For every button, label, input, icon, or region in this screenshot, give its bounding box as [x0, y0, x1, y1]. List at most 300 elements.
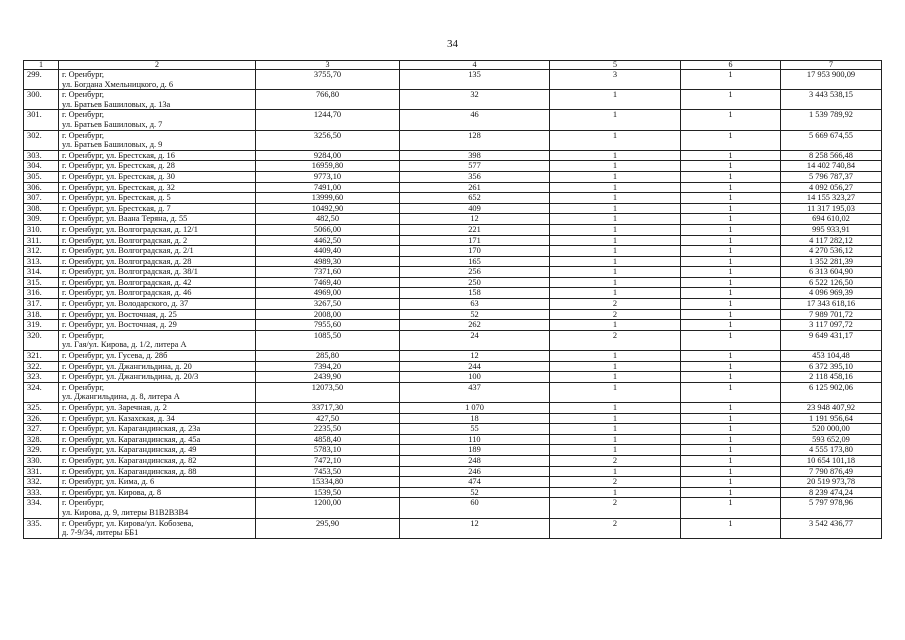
- address-cell: [59, 309, 256, 320]
- address-cell: [59, 330, 256, 350]
- col6-cell: 1: [681, 224, 781, 235]
- col5-cell: 1: [550, 90, 681, 110]
- cost-cell: 11 317 195,03: [781, 203, 882, 214]
- row-number-cell: 321.: [24, 351, 59, 362]
- row-number-cell: 327.: [24, 424, 59, 435]
- address-line-1: г. Оренбург, ул. Восточная, д. 25: [62, 309, 177, 319]
- col4-cell: 52: [400, 309, 550, 320]
- address-cell: [59, 424, 256, 435]
- table-row: [24, 150, 882, 161]
- cost-cell: 593 652,09: [781, 434, 882, 445]
- col5-cell: 1: [550, 277, 681, 288]
- col6-cell: 1: [681, 182, 781, 193]
- address-cell: [59, 518, 256, 538]
- area-cell: 16959,80: [256, 161, 400, 172]
- col5-cell: 1: [550, 413, 681, 424]
- address-line-1: г. Оренбург, ул. Брестская, д. 32: [62, 182, 175, 192]
- address-cell: [59, 277, 256, 288]
- address-line-1: г. Оренбург, ул. Кирова, д. 8: [62, 487, 162, 497]
- table-row: [24, 424, 882, 435]
- col6-cell: 1: [681, 518, 781, 538]
- table-row: [24, 330, 882, 350]
- table-row: [24, 498, 882, 518]
- col6-cell: 1: [681, 161, 781, 172]
- address-line-2: ул. Братьев Башиловых, д. 7: [62, 119, 163, 129]
- area-cell: 4409,40: [256, 246, 400, 257]
- col4-cell: 100: [400, 372, 550, 383]
- col-header-3: 3: [256, 61, 400, 70]
- area-cell: 5783,10: [256, 445, 400, 456]
- address-line-1: г. Оренбург,: [62, 70, 105, 79]
- table-row: [24, 246, 882, 257]
- col5-cell: 1: [550, 424, 681, 435]
- address-line-2: д. 7-9/34, литеры ББ1: [62, 528, 139, 538]
- row-number-cell: 314.: [24, 267, 59, 278]
- address-line-1: г. Оренбург, ул. Казахская, д. 34: [62, 413, 175, 423]
- col5-cell: 1: [550, 193, 681, 204]
- area-cell: 3267,50: [256, 299, 400, 310]
- cost-cell: 1 539 789,92: [781, 110, 882, 130]
- col6-cell: 1: [681, 299, 781, 310]
- address-cell: [59, 130, 256, 150]
- cost-cell: 8 258 566,48: [781, 150, 882, 161]
- table-row: [24, 256, 882, 267]
- col6-cell: 1: [681, 413, 781, 424]
- table-row: [24, 130, 882, 150]
- area-cell: 2439,90: [256, 372, 400, 383]
- address-cell: [59, 403, 256, 414]
- address-cell: [59, 466, 256, 477]
- table-row: [24, 161, 882, 172]
- row-number-cell: 311.: [24, 235, 59, 246]
- col6-cell: 1: [681, 361, 781, 372]
- col5-cell: 1: [550, 224, 681, 235]
- col6-cell: 1: [681, 403, 781, 414]
- col6-cell: 1: [681, 477, 781, 488]
- address-cell: [59, 203, 256, 214]
- area-cell: 12073,50: [256, 382, 400, 402]
- address-line-1: г. Оренбург,: [62, 330, 105, 340]
- address-line-1: г. Оренбург,: [62, 382, 105, 392]
- col5-cell: 1: [550, 466, 681, 477]
- address-cell: [59, 182, 256, 193]
- row-number-cell: 317.: [24, 299, 59, 310]
- area-cell: 7394,20: [256, 361, 400, 372]
- table-row: [24, 320, 882, 331]
- col6-cell: 1: [681, 288, 781, 299]
- area-cell: 4969,00: [256, 288, 400, 299]
- address-cell: [59, 224, 256, 235]
- row-number-cell: 335.: [24, 518, 59, 538]
- col4-cell: 244: [400, 361, 550, 372]
- col6-cell: 1: [681, 277, 781, 288]
- col4-cell: 128: [400, 130, 550, 150]
- address-cell: [59, 70, 256, 90]
- row-number-cell: 331.: [24, 466, 59, 477]
- col5-cell: 1: [550, 161, 681, 172]
- col4-cell: 250: [400, 277, 550, 288]
- area-cell: 285,80: [256, 351, 400, 362]
- table-row: [24, 413, 882, 424]
- col5-cell: 1: [550, 130, 681, 150]
- col4-cell: 24: [400, 330, 550, 350]
- address-line-1: г. Оренбург,: [62, 110, 105, 120]
- col4-cell: 18: [400, 413, 550, 424]
- area-cell: 7955,60: [256, 320, 400, 331]
- col5-cell: 1: [550, 150, 681, 161]
- col5-cell: 1: [550, 256, 681, 267]
- col6-cell: 1: [681, 193, 781, 204]
- address-line-1: г. Оренбург, ул. Джангильдина, д. 20/3: [62, 372, 199, 382]
- table-row: [24, 518, 882, 538]
- area-cell: 7371,60: [256, 267, 400, 278]
- row-number-cell: 303.: [24, 150, 59, 161]
- col6-cell: 1: [681, 455, 781, 466]
- table-row: [24, 455, 882, 466]
- address-line-1: г. Оренбург, ул. Волгоградская, д. 38/1: [62, 267, 198, 277]
- cost-cell: 7 790 876,49: [781, 466, 882, 477]
- cost-cell: 5 797 978,96: [781, 498, 882, 518]
- row-number-cell: 301.: [24, 110, 59, 130]
- area-cell: 2235,50: [256, 424, 400, 435]
- address-cell: [59, 256, 256, 267]
- address-line-1: г. Оренбург, ул. Брестская, д. 5: [62, 193, 171, 203]
- area-cell: 295,90: [256, 518, 400, 538]
- col6-cell: 1: [681, 330, 781, 350]
- cost-cell: 3 443 538,15: [781, 90, 882, 110]
- col4-cell: 135: [400, 70, 550, 90]
- cost-cell: 4 270 536,12: [781, 246, 882, 257]
- table-row: [24, 487, 882, 498]
- register-table: [23, 60, 882, 539]
- table-row: [24, 110, 882, 130]
- row-number-cell: 300.: [24, 90, 59, 110]
- col-header-5: 5: [550, 61, 681, 70]
- col4-cell: 60: [400, 498, 550, 518]
- col5-cell: 1: [550, 487, 681, 498]
- address-line-1: г. Оренбург, ул. Волгоградская, д. 2/1: [62, 246, 194, 256]
- row-number-cell: 319.: [24, 320, 59, 331]
- row-number-cell: 308.: [24, 203, 59, 214]
- cost-cell: 2 118 458,16: [781, 372, 882, 383]
- table-row: [24, 299, 882, 310]
- cost-cell: 520 000,00: [781, 424, 882, 435]
- cost-cell: 4 092 056,27: [781, 182, 882, 193]
- table-row: [24, 382, 882, 402]
- col5-cell: 2: [550, 477, 681, 488]
- cost-cell: 3 542 436,77: [781, 518, 882, 538]
- col4-cell: 437: [400, 382, 550, 402]
- col5-cell: 2: [550, 330, 681, 350]
- table-row: [24, 288, 882, 299]
- area-cell: 3755,70: [256, 70, 400, 90]
- address-cell: [59, 267, 256, 278]
- area-cell: 5066,00: [256, 224, 400, 235]
- address-cell: [59, 288, 256, 299]
- table-row: [24, 182, 882, 193]
- col5-cell: 1: [550, 110, 681, 130]
- address-line-1: г. Оренбург, ул. Брестская, д. 30: [62, 171, 175, 181]
- row-number-cell: 302.: [24, 130, 59, 150]
- col6-cell: 1: [681, 487, 781, 498]
- cost-cell: 6 313 604,90: [781, 267, 882, 278]
- col4-cell: 1 070: [400, 403, 550, 414]
- address-cell: [59, 246, 256, 257]
- table-row: [24, 434, 882, 445]
- address-cell: [59, 150, 256, 161]
- col5-cell: 1: [550, 445, 681, 456]
- cost-cell: 6 125 902,06: [781, 382, 882, 402]
- row-number-cell: 330.: [24, 455, 59, 466]
- col4-cell: 248: [400, 455, 550, 466]
- area-cell: 2008,00: [256, 309, 400, 320]
- address-line-1: г. Оренбург,: [62, 90, 105, 100]
- col5-cell: 1: [550, 403, 681, 414]
- col5-cell: 2: [550, 299, 681, 310]
- col5-cell: 1: [550, 288, 681, 299]
- address-line-2: ул. Братьев Башиловых, д. 13а: [62, 99, 171, 109]
- address-line-2: ул. Гая/ул. Кирова, д. 1/2, литера А: [62, 340, 187, 350]
- cost-cell: 5 669 674,55: [781, 130, 882, 150]
- row-number-cell: 299.: [24, 70, 59, 90]
- address-line-1: г. Оренбург, ул. Карагандинская, д. 45а: [62, 434, 201, 444]
- address-line-2: ул. Богдана Хмельницкого, д. 6: [62, 79, 174, 89]
- cost-cell: 17 953 900,09: [781, 70, 882, 90]
- col6-cell: 1: [681, 267, 781, 278]
- col5-cell: 2: [550, 518, 681, 538]
- row-number-cell: 315.: [24, 277, 59, 288]
- address-cell: [59, 90, 256, 110]
- address-line-1: г. Оренбург, ул. Волгоградская, д. 42: [62, 277, 192, 287]
- col4-cell: 261: [400, 182, 550, 193]
- address-cell: [59, 445, 256, 456]
- col6-cell: 1: [681, 203, 781, 214]
- area-cell: 1539,50: [256, 487, 400, 498]
- col5-cell: 1: [550, 361, 681, 372]
- table-row: [24, 224, 882, 235]
- address-line-1: г. Оренбург,: [62, 498, 105, 508]
- row-number-cell: 318.: [24, 309, 59, 320]
- cost-cell: 14 402 740,84: [781, 161, 882, 172]
- col-header-6: 6: [681, 61, 781, 70]
- address-line-1: г. Оренбург, ул. Володарского, д. 37: [62, 299, 189, 309]
- col5-cell: 1: [550, 351, 681, 362]
- col6-cell: 1: [681, 90, 781, 110]
- address-line-2: ул. Кирова, д. 9, литеры В1В2В3В4: [62, 507, 189, 517]
- col6-cell: 1: [681, 351, 781, 362]
- area-cell: 13999,60: [256, 193, 400, 204]
- area-cell: 7469,40: [256, 277, 400, 288]
- address-line-1: г. Оренбург, ул. Волгоградская, д. 12/1: [62, 224, 198, 234]
- address-cell: [59, 487, 256, 498]
- table-row: [24, 361, 882, 372]
- address-line-2: ул. Братьев Башиловых, д. 9: [62, 140, 163, 150]
- table-row: [24, 267, 882, 278]
- col6-cell: 1: [681, 214, 781, 225]
- col4-cell: 165: [400, 256, 550, 267]
- row-number-cell: 312.: [24, 246, 59, 257]
- row-number-cell: 332.: [24, 477, 59, 488]
- address-cell: [59, 171, 256, 182]
- address-line-1: г. Оренбург, ул. Брестская, д. 7: [62, 203, 171, 213]
- col4-cell: 262: [400, 320, 550, 331]
- col-header-1: 1: [24, 61, 59, 70]
- col6-cell: 1: [681, 445, 781, 456]
- table-row: [24, 203, 882, 214]
- col6-cell: 1: [681, 70, 781, 90]
- area-cell: 482,50: [256, 214, 400, 225]
- col4-cell: 474: [400, 477, 550, 488]
- col6-cell: 1: [681, 424, 781, 435]
- table-row: [24, 445, 882, 456]
- col5-cell: 2: [550, 309, 681, 320]
- table-row: [24, 214, 882, 225]
- address-cell: [59, 193, 256, 204]
- table-row: [24, 193, 882, 204]
- row-number-cell: 307.: [24, 193, 59, 204]
- row-number-cell: 306.: [24, 182, 59, 193]
- row-number-cell: 329.: [24, 445, 59, 456]
- col4-cell: 256: [400, 267, 550, 278]
- address-line-1: г. Оренбург, ул. Карагандинская, д. 49: [62, 445, 197, 455]
- col4-cell: 170: [400, 246, 550, 257]
- col5-cell: 1: [550, 382, 681, 402]
- table-row: [24, 403, 882, 414]
- table-body: [24, 70, 882, 539]
- col6-cell: 1: [681, 498, 781, 518]
- cost-cell: 4 117 282,12: [781, 235, 882, 246]
- col4-cell: 55: [400, 424, 550, 435]
- col6-cell: 1: [681, 256, 781, 267]
- col5-cell: 1: [550, 267, 681, 278]
- cost-cell: 20 519 973,78: [781, 477, 882, 488]
- col4-cell: 246: [400, 466, 550, 477]
- cost-cell: 6 522 126,50: [781, 277, 882, 288]
- cost-cell: 9 649 431,17: [781, 330, 882, 350]
- col6-cell: 1: [681, 372, 781, 383]
- address-line-1: г. Оренбург, ул. Волгоградская, д. 2: [62, 235, 188, 245]
- col5-cell: 1: [550, 171, 681, 182]
- col4-cell: 652: [400, 193, 550, 204]
- col4-cell: 12: [400, 351, 550, 362]
- address-line-1: г. Оренбург, ул. Карагандинская, д. 88: [62, 466, 197, 476]
- row-number-cell: 322.: [24, 361, 59, 372]
- col4-cell: 409: [400, 203, 550, 214]
- row-number-cell: 313.: [24, 256, 59, 267]
- area-cell: 1085,50: [256, 330, 400, 350]
- address-cell: [59, 351, 256, 362]
- table-row: [24, 309, 882, 320]
- col4-cell: 189: [400, 445, 550, 456]
- address-cell: [59, 382, 256, 402]
- page-number: 34: [447, 38, 458, 50]
- table-row: [24, 235, 882, 246]
- col4-cell: 171: [400, 235, 550, 246]
- area-cell: 10492,90: [256, 203, 400, 214]
- address-line-1: г. Оренбург, ул. Кирова/ул. Кобозева,: [62, 518, 194, 528]
- cost-cell: 14 155 323,27: [781, 193, 882, 204]
- address-cell: [59, 477, 256, 488]
- row-number-cell: 320.: [24, 330, 59, 350]
- area-cell: 1244,70: [256, 110, 400, 130]
- area-cell: 33717,30: [256, 403, 400, 414]
- col6-cell: 1: [681, 434, 781, 445]
- col5-cell: 1: [550, 434, 681, 445]
- col5-cell: 1: [550, 214, 681, 225]
- area-cell: 7453,50: [256, 466, 400, 477]
- col5-cell: 1: [550, 372, 681, 383]
- cost-cell: 10 654 101,18: [781, 455, 882, 466]
- cost-cell: 6 372 395,10: [781, 361, 882, 372]
- area-cell: 427,50: [256, 413, 400, 424]
- row-number-cell: 324.: [24, 382, 59, 402]
- col4-cell: 577: [400, 161, 550, 172]
- col4-cell: 63: [400, 299, 550, 310]
- row-number-cell: 304.: [24, 161, 59, 172]
- area-cell: 4858,40: [256, 434, 400, 445]
- table-row: [24, 477, 882, 488]
- address-cell: [59, 110, 256, 130]
- col4-cell: 158: [400, 288, 550, 299]
- address-line-1: г. Оренбург, ул. Брестская, д. 16: [62, 150, 175, 160]
- address-cell: [59, 235, 256, 246]
- area-cell: 9284,00: [256, 150, 400, 161]
- col6-cell: 1: [681, 150, 781, 161]
- row-number-cell: 316.: [24, 288, 59, 299]
- row-number-cell: 323.: [24, 372, 59, 383]
- area-cell: 7491,00: [256, 182, 400, 193]
- col5-cell: 2: [550, 498, 681, 518]
- address-cell: [59, 455, 256, 466]
- address-line-1: г. Оренбург, ул. Карагандинская, д. 82: [62, 455, 197, 465]
- address-cell: [59, 320, 256, 331]
- cost-cell: 453 104,48: [781, 351, 882, 362]
- col6-cell: 1: [681, 382, 781, 402]
- col6-cell: 1: [681, 235, 781, 246]
- col4-cell: 398: [400, 150, 550, 161]
- col4-cell: 52: [400, 487, 550, 498]
- address-line-1: г. Оренбург, ул. Гусева, д. 28б: [62, 351, 168, 361]
- table-row: [24, 351, 882, 362]
- col5-cell: 3: [550, 70, 681, 90]
- cost-cell: 3 117 097,72: [781, 320, 882, 331]
- col5-cell: 1: [550, 246, 681, 257]
- cost-cell: 1 191 956,64: [781, 413, 882, 424]
- address-cell: [59, 498, 256, 518]
- row-number-cell: 325.: [24, 403, 59, 414]
- col4-cell: 12: [400, 214, 550, 225]
- table-row: [24, 372, 882, 383]
- row-number-cell: 305.: [24, 171, 59, 182]
- col4-cell: 356: [400, 171, 550, 182]
- area-cell: 9773,10: [256, 171, 400, 182]
- address-line-1: г. Оренбург,: [62, 130, 105, 140]
- row-number-cell: 333.: [24, 487, 59, 498]
- cost-cell: 23 948 407,92: [781, 403, 882, 414]
- col4-cell: 12: [400, 518, 550, 538]
- address-line-1: г. Оренбург, ул. Волгоградская, д. 46: [62, 288, 192, 298]
- address-line-1: г. Оренбург, ул. Карагандинская, д. 23а: [62, 424, 201, 434]
- address-cell: [59, 161, 256, 172]
- table-row: [24, 171, 882, 182]
- col6-cell: 1: [681, 320, 781, 331]
- area-cell: 15334,80: [256, 477, 400, 488]
- table-row: [24, 70, 882, 90]
- col-header-4: 4: [400, 61, 550, 70]
- cost-cell: 694 610,02: [781, 214, 882, 225]
- table-row: [24, 90, 882, 110]
- col5-cell: 2: [550, 455, 681, 466]
